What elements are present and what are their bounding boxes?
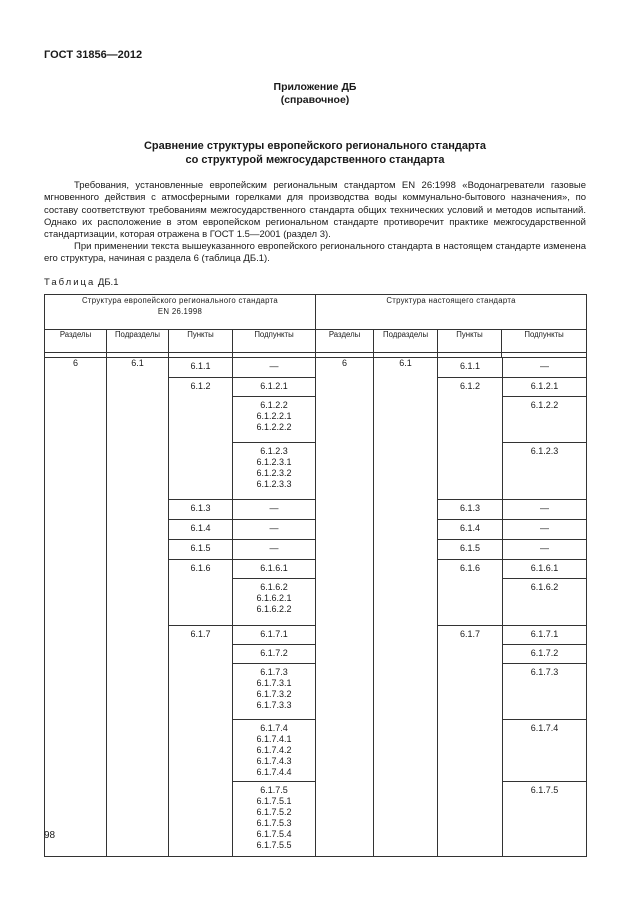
right-subpoints-cell [502,560,586,626]
right-subpoint-value: 6.1.7.1 [530,629,559,639]
left-point-cell: 6.1.5 [169,540,233,560]
section-title-line1: Сравнение структуры европейского регионального стандарта [143,140,487,152]
document-code: ГОСТ 31856—2012 [44,49,143,61]
right-subpoint-group [503,720,586,782]
left-subpoint-group [233,664,315,720]
left-subpoint-group [233,500,315,519]
left-subpoint-value: 6.1.2.3.1 [256,457,292,467]
left-subpoint-value: 6.1.7.3.2 [256,689,292,699]
left-points-table [169,358,315,856]
left-subpoints-cell [233,358,316,378]
right-subpoints-cell [502,378,586,500]
table-row [169,626,315,857]
left-points-area [169,358,316,857]
left-subpoint-value: 6.1.7.3.3 [256,700,292,710]
left-subpoint-value: 6.1.2.3 [260,446,288,456]
right-subpoints-cell [502,540,586,560]
right-point-cell: 6.1.1 [438,358,502,378]
left-subpoint-value: 6.1.7.3.1 [256,678,292,688]
table-row [438,520,586,540]
left-subpoint-value: 6.1.7.5.3 [256,818,292,828]
right-subpoint-value: — [540,523,550,533]
table-caption [44,277,118,288]
right-subpoints-cell [502,500,586,520]
table-row [169,520,315,540]
left-subpoint-value: 6.1.7.5 [260,785,288,795]
right-subpoint-value: — [540,543,550,553]
right-point-cell: 6.1.5 [438,540,502,560]
page-number: 98 [44,830,56,841]
table-row [438,540,586,560]
left-subpoints-cell [233,626,316,857]
left-subpoint-group [233,645,315,664]
right-point-cell: 6.1.6 [438,560,502,626]
column-header: Разделы [45,330,107,353]
appendix-title: Приложение ДБ [273,81,357,93]
left-subpoint-value: 6.1.7.5.2 [256,807,292,817]
left-subpoint-group [233,560,315,579]
column-header: Подразделы [107,330,169,353]
left-subpoint-value: 6.1.7.4.1 [256,734,292,744]
group-header-european-line2: EN 26.1998 [157,307,203,316]
right-points-area [438,358,587,857]
left-subpoint-value: — [269,503,279,513]
left-subpoint-value: — [269,543,279,553]
right-subpoint-group [503,378,586,397]
right-subpoint-value: 6.1.2.3 [530,446,559,456]
table-caption-label: Таблица [44,277,96,288]
body-paragraph-1: Требования, установленные европейским региональным стандартом EN 26:1998 «Водонагреватели газовые мгновенного действия с атмосферными горелками для производства воды коммунально-бытового назначения», по составу соответствуют требованиям межгосударственного стандарта общих технических условий и методов испытаний. Однако их расположение в этом европейском региональном стандарте противоречит практике межгосударственной стандартизации, которая отражена в ГОСТ 1.5—2001 (раздел 3). [44,180,586,241]
section-title-line2: со структурой межгосударственного стандарта [185,154,445,166]
column-header: Подпункты [233,330,316,353]
left-subpoint-value: 6.1.2.2 [260,400,288,410]
left-subpoint-value: 6.1.6.1 [260,563,288,573]
right-subpoints-cell [502,358,586,378]
left-subpoint-value: 6.1.7.4.4 [256,767,292,777]
right-subpoint-group [503,664,586,720]
right-subpoint-group [503,560,586,579]
left-subsection-cell: 6.1 [107,358,169,857]
table-row [169,500,315,520]
left-subpoint-group [233,443,315,499]
appendix-note: (справочное) [280,94,350,106]
right-subpoint-value: 6.1.6.1 [530,563,559,573]
group-header-european-line1: Структура европейского регионального стандарта [81,296,279,305]
left-subpoint-group [233,626,315,645]
right-subsection-cell: 6.1 [374,358,438,857]
table-caption-id: ДБ.1 [97,277,119,288]
right-subpoint-value: — [540,361,550,371]
left-subpoint-value: 6.1.7.4.3 [256,756,292,766]
right-subpoint-value: — [540,503,550,513]
left-subpoint-value: 6.1.2.2.2 [256,422,292,432]
right-subpoint-value: 6.1.7.3 [530,667,559,677]
left-subpoint-value: 6.1.6.2.1 [256,593,292,603]
left-point-cell: 6.1.7 [169,626,233,857]
table-row [169,358,315,378]
right-point-cell: 6.1.2 [438,378,502,500]
left-subpoint-group [233,397,315,443]
right-section-cell: 6 [316,358,374,857]
left-subpoint-value: 6.1.7.1 [260,629,288,639]
column-header: Подпункты [502,330,587,353]
right-subpoint-value: 6.1.7.2 [530,648,559,658]
right-subpoint-group [503,500,586,519]
body-paragraph-2: При применении текста вышеуказанного европейского регионального стандарта в настоящем стандарте изменена его структура, начиная с раздела 6 (таблица ДБ.1). [44,241,586,265]
right-subpoint-group [503,579,586,625]
right-subpoint-value: 6.1.2.2 [530,400,559,410]
right-subpoint-group [503,358,586,377]
left-subpoint-value: 6.1.7.5.1 [256,796,292,806]
left-subpoint-group [233,520,315,539]
left-subpoint-value: 6.1.7.5.4 [256,829,292,839]
right-subpoint-value: 6.1.7.5 [530,785,559,795]
right-subpoint-value: 6.1.7.4 [530,723,559,733]
right-subpoint-group [503,782,586,856]
table-row [438,626,586,857]
left-subpoint-value: 6.1.7.4.2 [256,745,292,755]
left-subpoint-value: 6.1.7.5.5 [256,840,292,850]
left-subpoint-value: 6.1.2.3.2 [256,468,292,478]
table-row [438,560,586,626]
right-subpoints-cell [502,520,586,540]
left-subpoints-cell [233,500,316,520]
right-points-table [438,358,586,856]
left-subpoints-cell [233,378,316,500]
group-header-european [45,295,316,330]
left-subpoint-value: — [269,361,279,371]
left-subpoint-value: 6.1.6.2.2 [256,604,292,614]
table-row [169,560,315,626]
section-title [0,139,630,167]
right-subpoint-group [503,443,586,499]
left-subpoints-cell [233,560,316,626]
right-subpoint-group [503,397,586,443]
right-subpoints-cell [502,626,586,857]
comparison-table [44,294,587,857]
table-row [169,378,315,500]
left-subpoint-value: 6.1.7.4 [260,723,288,733]
left-point-cell: 6.1.3 [169,500,233,520]
left-subpoint-group [233,378,315,397]
right-point-cell: 6.1.4 [438,520,502,540]
table-row [438,358,586,378]
column-header: Подразделы [374,330,438,353]
right-subpoint-group [503,626,586,645]
left-subpoint-value: 6.1.2.1 [260,381,288,391]
left-subpoints-cell [233,520,316,540]
left-subpoint-value: — [269,523,279,533]
right-point-cell: 6.1.3 [438,500,502,520]
table-row [438,500,586,520]
right-subpoint-group [503,520,586,539]
table-row [169,540,315,560]
left-subpoint-value: 6.1.2.3.3 [256,479,292,489]
group-header-current: Структура настоящего стандарта [316,295,587,330]
left-subpoint-group [233,782,315,856]
appendix-heading [0,81,630,107]
left-section-cell: 6 [45,358,107,857]
left-subpoint-group [233,720,315,782]
table-row [438,378,586,500]
right-subpoint-value: 6.1.2.1 [530,381,559,391]
left-subpoint-value: 6.1.7.2 [260,648,288,658]
column-header: Пункты [438,330,502,353]
right-subpoint-group [503,540,586,559]
left-subpoint-value: 6.1.2.2.1 [256,411,292,421]
left-subpoint-group [233,579,315,625]
right-subpoint-group [503,645,586,664]
right-point-cell: 6.1.7 [438,626,502,857]
left-point-cell: 6.1.4 [169,520,233,540]
right-subpoint-value: 6.1.6.2 [530,582,559,592]
left-subpoint-group [233,358,315,377]
left-point-cell: 6.1.1 [169,358,233,378]
left-subpoint-group [233,540,315,559]
column-header: Разделы [316,330,374,353]
column-header: Пункты [169,330,233,353]
left-subpoint-value: 6.1.7.3 [260,667,288,677]
left-subpoints-cell [233,540,316,560]
left-point-cell: 6.1.2 [169,378,233,500]
left-subpoint-value: 6.1.6.2 [260,582,288,592]
left-point-cell: 6.1.6 [169,560,233,626]
